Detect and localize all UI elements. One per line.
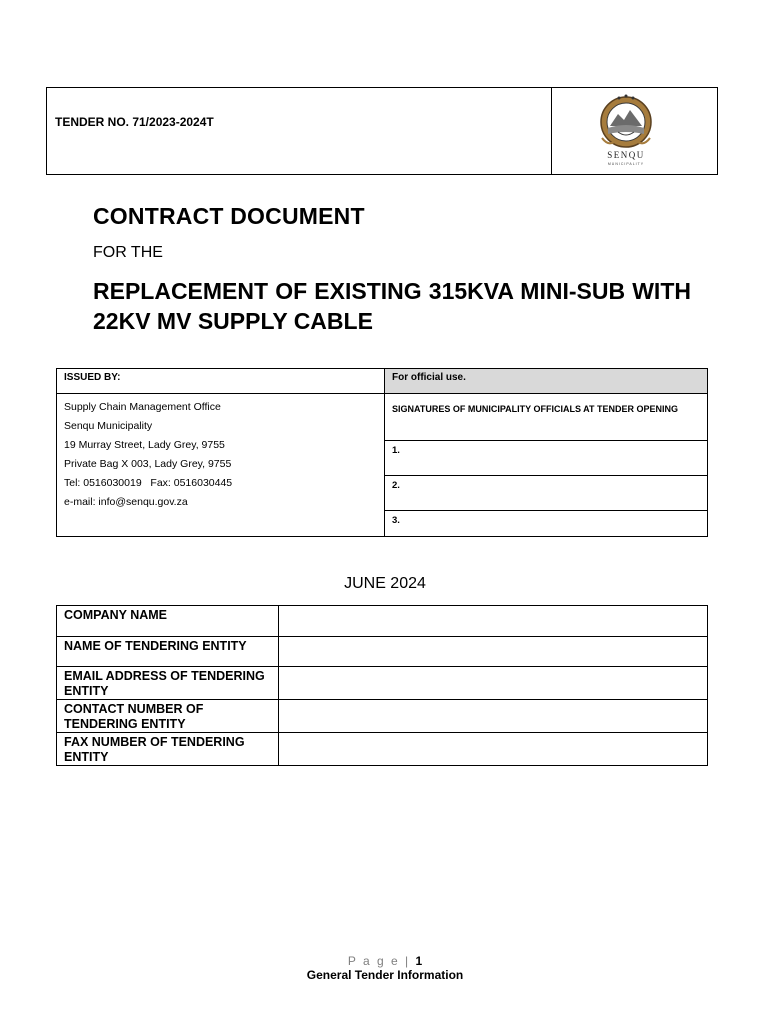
senqu-municipality-logo: [588, 92, 664, 168]
company-details-table: [56, 605, 708, 766]
issuer-email: e-mail: info@senqu.gov.za: [64, 496, 188, 508]
project-title: REPLACEMENT OF EXISTING 315KVA MINI-SUB WITH 22KV MV SUPPLY CABLE: [93, 278, 691, 334]
issuer-line: Senqu Municipality: [64, 420, 153, 432]
header-logo-cell: [552, 88, 717, 174]
official-use-heading: For official use.: [385, 369, 707, 394]
for-the-text: FOR THE: [93, 244, 163, 261]
table-row: [57, 667, 708, 700]
fax-number-label: FAX NUMBER OF TENDERING ENTITY: [57, 733, 279, 766]
table-row: [57, 606, 708, 637]
signature-row-2[interactable]: 2.: [385, 476, 707, 511]
tendering-entity-name-label: NAME OF TENDERING ENTITY: [57, 637, 279, 667]
header-left-cell: [47, 88, 552, 174]
signature-row-1[interactable]: 1.: [385, 441, 707, 476]
issuer-line: Tel: 0516030019 Fax: 0516030445: [64, 477, 233, 489]
table-row: [57, 637, 708, 667]
contact-number-field[interactable]: [279, 700, 708, 733]
tender-number: TENDER NO. 71/2023-2024T: [55, 115, 214, 129]
page-number: 1: [415, 954, 423, 968]
signatures-heading: SIGNATURES OF MUNICIPALITY OFFICIALS AT TENDER OPENING: [385, 394, 707, 441]
fax-number-field[interactable]: [279, 733, 708, 766]
email-address-label: EMAIL ADDRESS OF TENDERING ENTITY: [57, 667, 279, 700]
issued-by-cell: [57, 369, 385, 536]
company-name-label: COMPANY NAME: [57, 606, 279, 637]
signature-row-3[interactable]: 3.: [392, 515, 400, 526]
page-footer: [0, 954, 770, 982]
table-row: [57, 700, 708, 733]
issued-by-heading: ISSUED BY:: [57, 369, 384, 394]
company-name-field[interactable]: [279, 606, 708, 637]
table-row: [57, 733, 708, 766]
issuer-line: Private Bag X 003, Lady Grey, 9755: [64, 458, 232, 470]
page-number-line: [0, 954, 770, 968]
issuer-address: [57, 394, 384, 512]
issuer-line: Supply Chain Management Office: [64, 401, 221, 413]
email-address-field[interactable]: [279, 667, 708, 700]
footer-title: General Tender Information: [306, 968, 464, 982]
contact-number-label: CONTACT NUMBER OF TENDERING ENTITY: [57, 700, 279, 733]
page-label: P a g e |: [347, 954, 411, 968]
official-use-cell: [385, 369, 707, 536]
tendering-entity-name-field[interactable]: [279, 637, 708, 667]
issuer-line: 19 Murray Street, Lady Grey, 9755: [64, 439, 225, 451]
contract-document-title: CONTRACT DOCUMENT: [93, 203, 365, 229]
svg-text:MUNICIPALITY: MUNICIPALITY: [607, 162, 645, 166]
date-text: JUNE 2024: [344, 575, 426, 592]
document-date: [0, 575, 770, 593]
svg-text:SENQU: SENQU: [607, 150, 645, 160]
issued-by-table: [56, 368, 708, 537]
header-box: [46, 87, 718, 175]
